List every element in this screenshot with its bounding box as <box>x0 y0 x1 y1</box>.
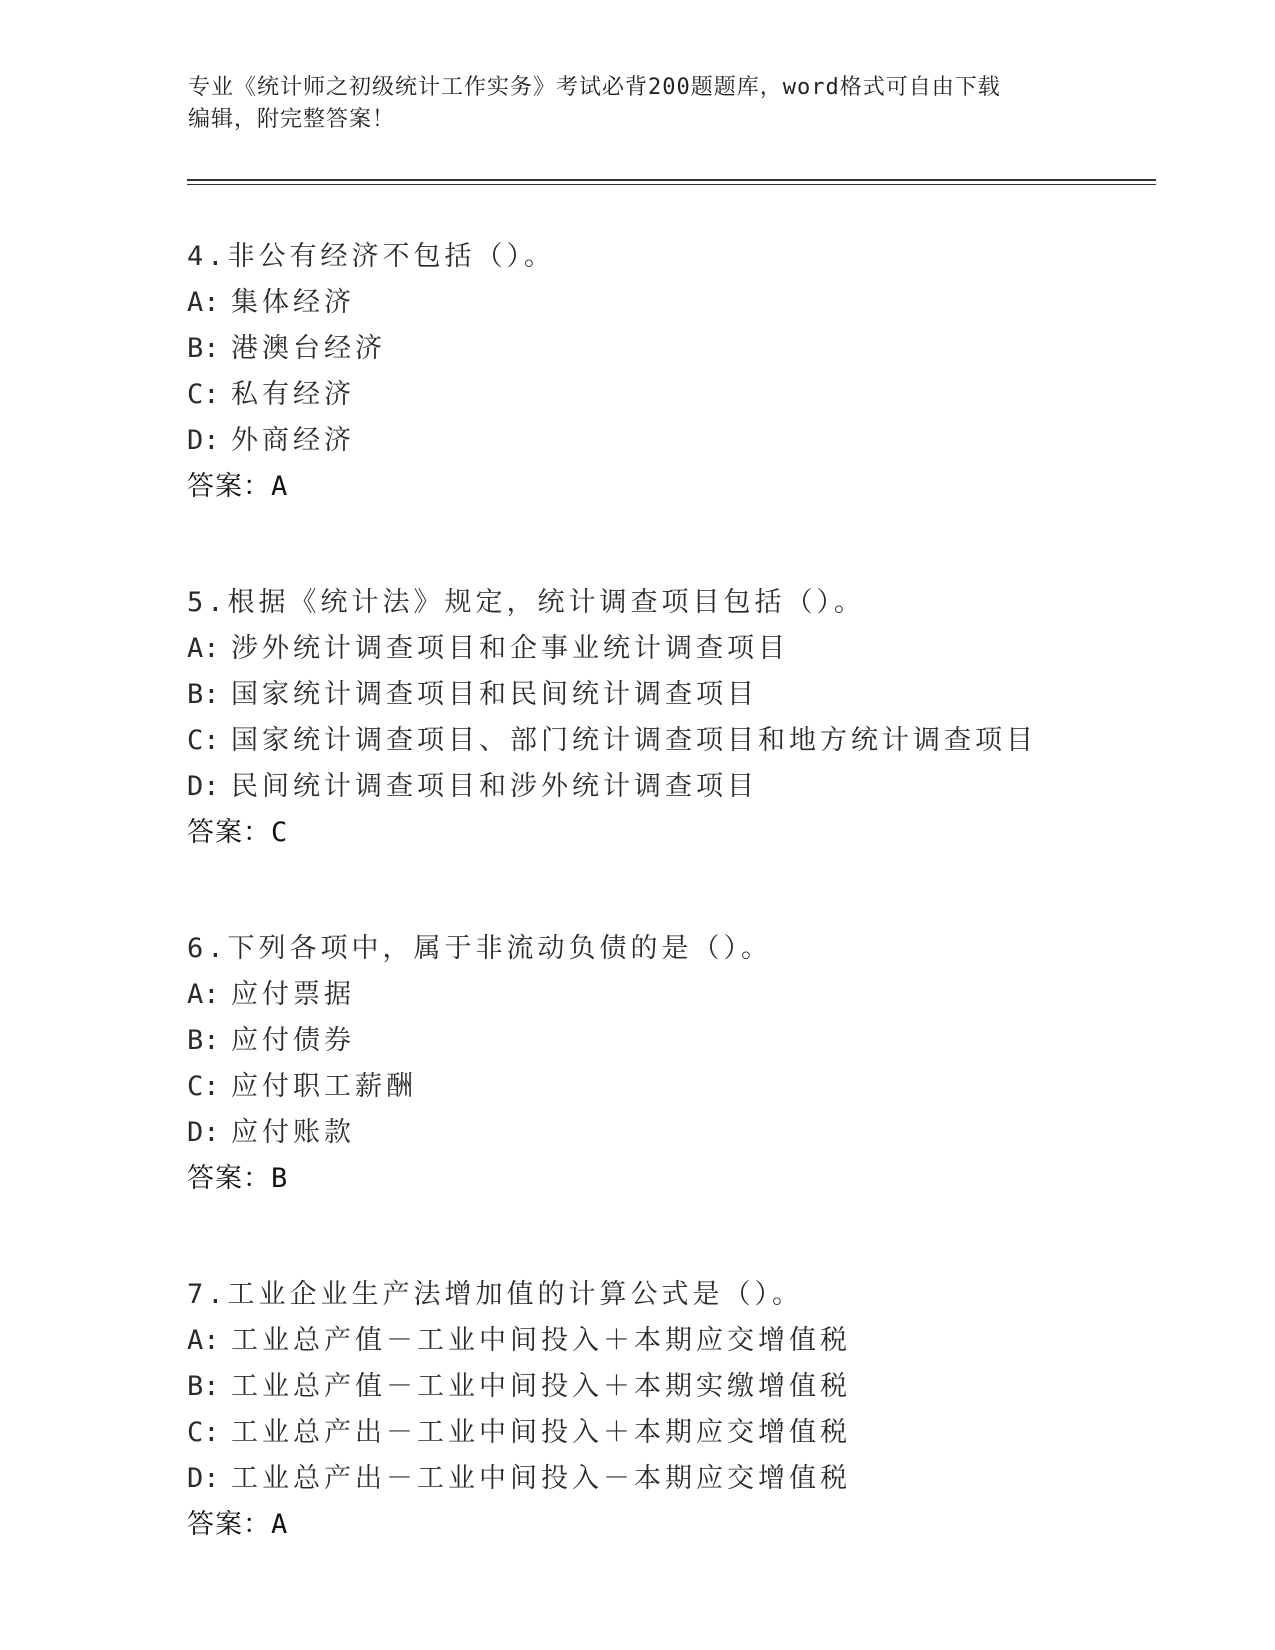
option-a <box>187 280 1187 326</box>
option-b <box>187 672 1187 718</box>
option-b <box>187 326 1187 372</box>
answer-label: 答案： <box>187 817 271 848</box>
option-key: C: <box>187 725 220 756</box>
option-key: C: <box>187 1417 220 1448</box>
option-c <box>187 1064 1187 1110</box>
option-b <box>187 1364 1187 1410</box>
option-c <box>187 718 1187 764</box>
option-key: A: <box>187 287 220 318</box>
option-text: 应付账款 <box>231 1117 355 1148</box>
option-text: 外商经济 <box>231 425 355 456</box>
option-text: 应付职工薪酬 <box>231 1071 417 1102</box>
answer-value: A <box>271 471 288 502</box>
question-list <box>187 234 1187 1618</box>
option-d <box>187 764 1187 810</box>
answer-value: A <box>271 1509 288 1540</box>
option-key: D: <box>187 1117 220 1148</box>
header-divider-thin <box>187 184 1156 185</box>
answer-label: 答案： <box>187 1509 271 1540</box>
option-text: 国家统计调查项目、部门统计调查项目和地方统计调查项目 <box>231 725 1037 756</box>
option-d <box>187 418 1187 464</box>
option-key: B: <box>187 1371 220 1402</box>
answer-line <box>187 1156 1187 1202</box>
answer-line <box>187 1502 1187 1548</box>
option-d <box>187 1110 1187 1156</box>
answer-line <box>187 464 1187 510</box>
option-d <box>187 1456 1187 1502</box>
option-text: 民间统计调查项目和涉外统计调查项目 <box>231 771 758 802</box>
question-item <box>187 1272 1187 1548</box>
option-key: C: <box>187 379 220 410</box>
option-a <box>187 1318 1187 1364</box>
header-line-2: 编辑，附完整答案！ <box>188 107 396 132</box>
option-key: D: <box>187 771 220 802</box>
option-text: 私有经济 <box>231 379 355 410</box>
answer-line <box>187 810 1187 856</box>
question-stem: 6.下列各项中，属于非流动负债的是（）。 <box>187 933 773 964</box>
answer-label: 答案： <box>187 1163 271 1194</box>
header-divider-thick <box>187 179 1156 181</box>
question-item <box>187 234 1187 510</box>
option-text: 工业总产值－工业中间投入＋本期实缴增值税 <box>231 1371 851 1402</box>
answer-value: B <box>271 1163 288 1194</box>
option-key: B: <box>187 333 220 364</box>
question-item <box>187 926 1187 1202</box>
option-text: 工业总产出－工业中间投入－本期应交增值税 <box>231 1463 851 1494</box>
option-text: 应付债券 <box>231 1025 355 1056</box>
question-stem: 5.根据《统计法》规定，统计调查项目包括（）。 <box>187 587 866 618</box>
answer-value: C <box>271 817 288 848</box>
header-line-1: 专业《统计师之初级统计工作实务》考试必背200题题库，word格式可自由下载 <box>188 75 1001 100</box>
question-stem: 4.非公有经济不包括（）。 <box>187 241 556 272</box>
option-a <box>187 972 1187 1018</box>
option-a <box>187 626 1187 672</box>
option-text: 工业总产值－工业中间投入＋本期应交增值税 <box>231 1325 851 1356</box>
option-text: 港澳台经济 <box>231 333 386 364</box>
question-stem: 7.工业企业生产法增加值的计算公式是（）。 <box>187 1279 804 1310</box>
option-key: A: <box>187 979 220 1010</box>
option-key: D: <box>187 425 220 456</box>
option-key: A: <box>187 633 220 664</box>
answer-label: 答案： <box>187 471 271 502</box>
option-key: B: <box>187 679 220 710</box>
option-key: C: <box>187 1071 220 1102</box>
option-text: 国家统计调查项目和民间统计调查项目 <box>231 679 758 710</box>
option-key: D: <box>187 1463 220 1494</box>
option-key: A: <box>187 1325 220 1356</box>
option-c <box>187 1410 1187 1456</box>
option-text: 应付票据 <box>231 979 355 1010</box>
option-text: 集体经济 <box>231 287 355 318</box>
option-text: 涉外统计调查项目和企事业统计调查项目 <box>231 633 789 664</box>
question-item <box>187 580 1187 856</box>
option-key: B: <box>187 1025 220 1056</box>
option-b <box>187 1018 1187 1064</box>
option-text: 工业总产出－工业中间投入＋本期应交增值税 <box>231 1417 851 1448</box>
document-header <box>188 72 1088 136</box>
option-c <box>187 372 1187 418</box>
